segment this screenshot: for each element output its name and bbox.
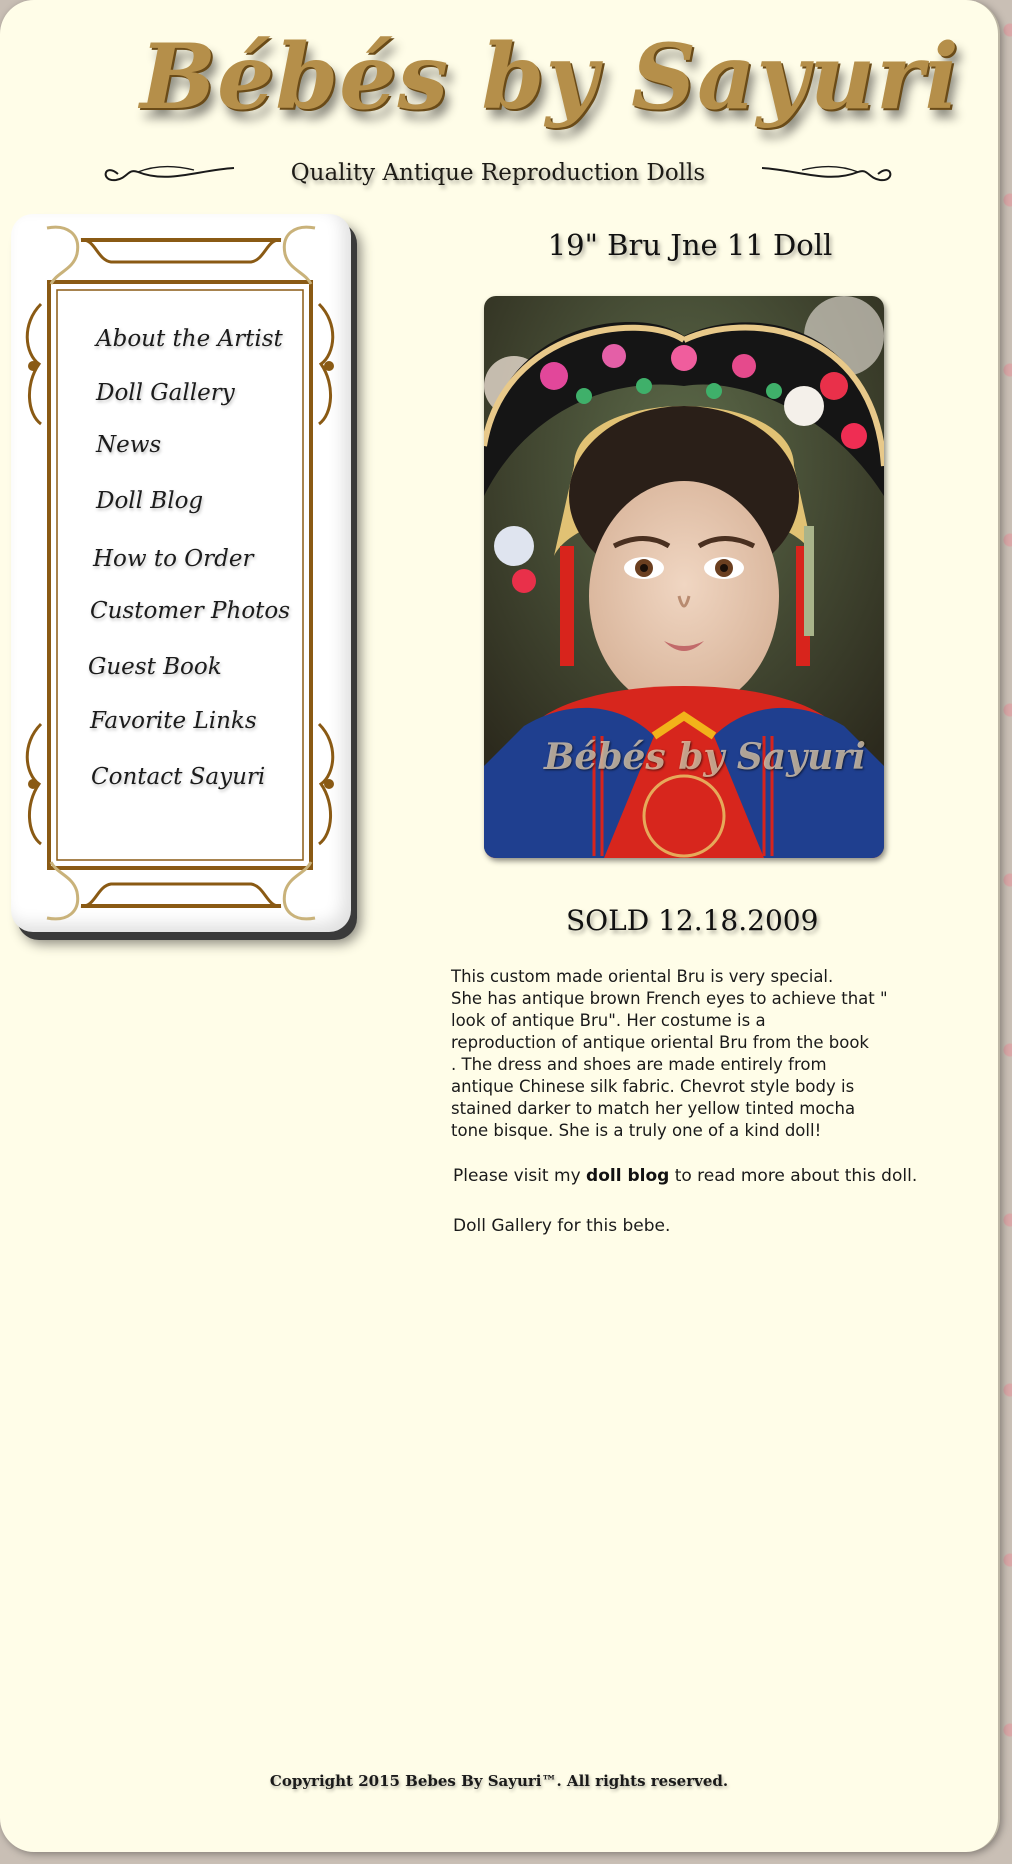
- doll-description: [451, 966, 891, 1142]
- nav-item-news[interactable]: News: [96, 432, 162, 458]
- visit-suffix: to read more about this doll.: [669, 1166, 918, 1186]
- doll-title: 19" Bru Jne 11 Doll: [547, 228, 833, 262]
- sidebar-nav: [11, 214, 351, 932]
- nav-item-guest-book[interactable]: Guest Book: [88, 654, 222, 680]
- description-line: antique Chinese silk fabric. Chevrot style body is: [451, 1077, 855, 1096]
- visit-prefix: Please visit my: [453, 1166, 587, 1186]
- right-flourish-icon: [758, 156, 898, 190]
- site-logo[interactable]: Bébés by Sayuri: [140, 24, 960, 130]
- description-line: reproduction of antique oriental Bru from the book: [451, 1033, 869, 1052]
- photo-watermark: Bébés by Sayuri: [544, 736, 866, 778]
- nav-item-customer-photos[interactable]: Customer Photos: [90, 598, 291, 624]
- blog-visit-text: [453, 1166, 953, 1186]
- nav-item-about-the-artist[interactable]: About the Artist: [96, 326, 283, 352]
- description-line: tone bisque. She is a truly one of a kind doll!: [451, 1121, 822, 1140]
- left-flourish-icon: [98, 156, 238, 190]
- ornate-frame-icon: [11, 214, 351, 932]
- site-tagline: Quality Antique Reproduction Dolls: [290, 160, 706, 186]
- description-line: She has antique brown French eyes to achieve that ": [451, 989, 888, 1008]
- nav-item-doll-blog[interactable]: Doll Blog: [96, 488, 204, 514]
- description-line: stained darker to match her yellow tinted mocha: [451, 1099, 856, 1118]
- nav-item-doll-gallery[interactable]: Doll Gallery: [96, 380, 235, 406]
- nav-item-contact-sayuri[interactable]: Contact Sayuri: [91, 764, 266, 790]
- nav-item-how-to-order[interactable]: How to Order: [93, 546, 254, 572]
- description-line: look of antique Bru". Her costume is a: [451, 1011, 766, 1030]
- description-line: This custom made oriental Bru is very special.: [451, 967, 834, 986]
- sold-status: SOLD 12.18.2009: [566, 904, 819, 937]
- nav-item-favorite-links[interactable]: Favorite Links: [90, 708, 257, 734]
- tagline-row: [98, 150, 898, 196]
- doll-blog-link[interactable]: doll blog: [586, 1166, 670, 1186]
- footer-copyright: Copyright 2015 Bebes By Sayuri™. All rights reserved.: [269, 1772, 729, 1790]
- doll-photo[interactable]: [484, 296, 884, 858]
- description-line: . The dress and shoes are made entirely from: [451, 1055, 827, 1074]
- doll-gallery-note: Doll Gallery for this bebe.: [453, 1216, 671, 1236]
